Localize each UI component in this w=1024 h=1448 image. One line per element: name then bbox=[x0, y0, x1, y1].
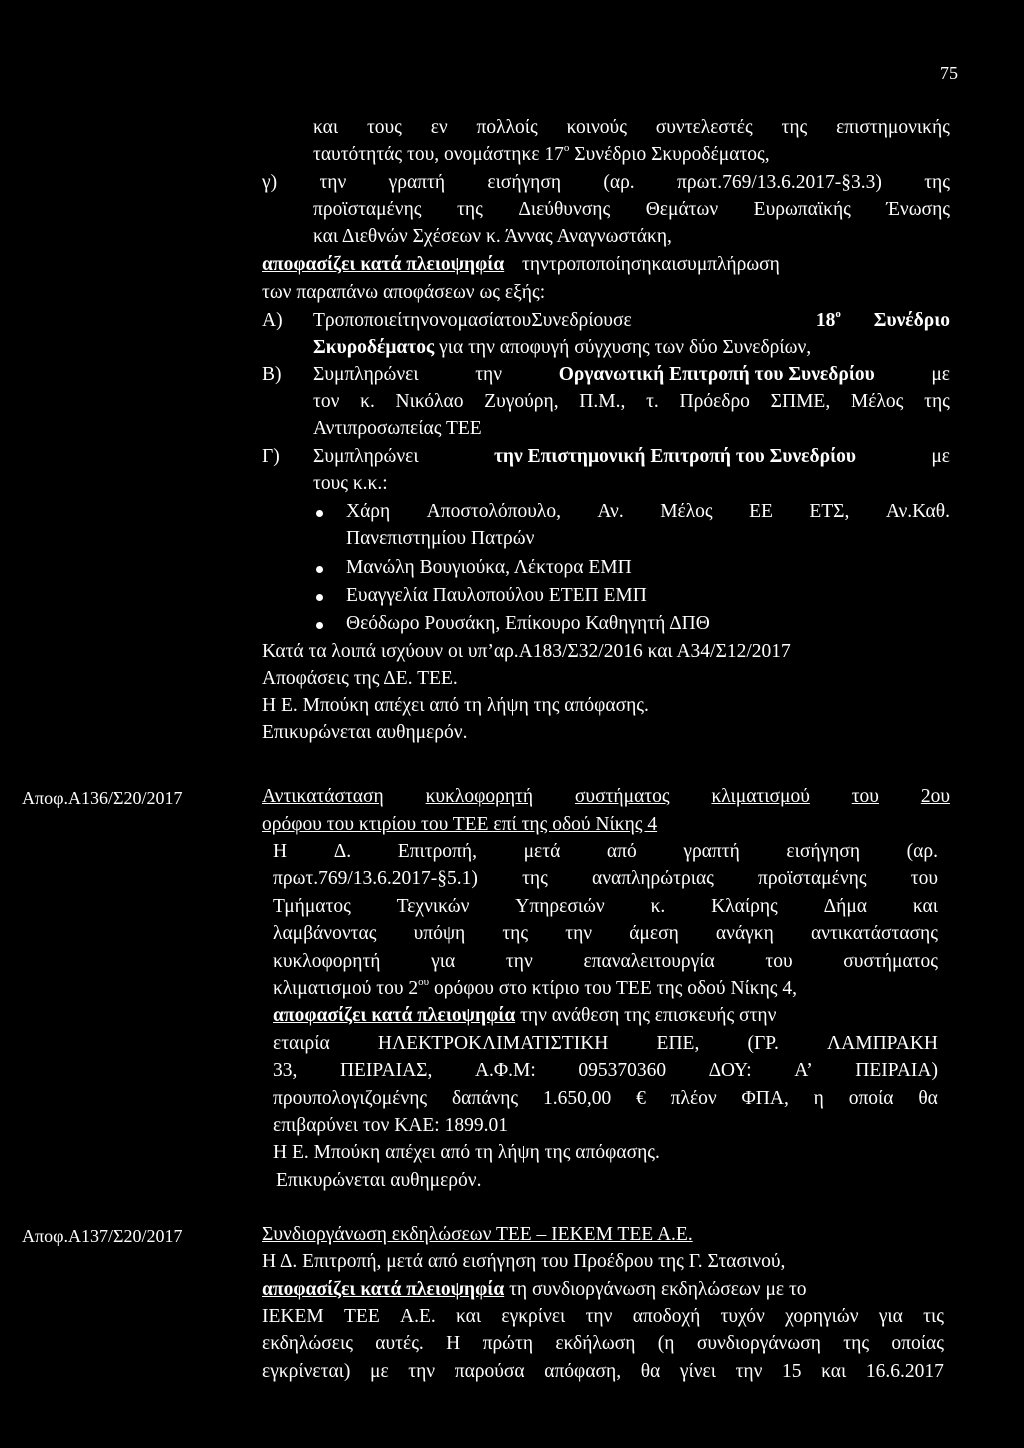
word: εταιρία bbox=[273, 1033, 330, 1054]
text-line bbox=[273, 869, 938, 889]
word: Υπηρεσιών bbox=[515, 896, 605, 917]
list-item: Ευαγγελία Παυλοπούλου ΕΤΕΠ ΕΜΠ bbox=[346, 585, 647, 606]
word: την bbox=[565, 923, 593, 944]
word: Α.Φ.Μ: bbox=[474, 1060, 536, 1081]
text-line: Επικυρώνεται αυθημερόν. bbox=[276, 1170, 482, 1191]
word: Θεμάτων bbox=[645, 199, 719, 220]
word: Η bbox=[273, 841, 288, 862]
word: εισήγηση bbox=[487, 172, 562, 193]
word: Αν. bbox=[597, 501, 624, 522]
item-label: Γ) bbox=[262, 446, 280, 467]
word: οποίας bbox=[891, 1333, 944, 1354]
word: της bbox=[843, 1333, 870, 1354]
text-line bbox=[313, 200, 950, 220]
word: 15 bbox=[782, 1361, 802, 1382]
word: ΔΟΥ: bbox=[708, 1060, 752, 1081]
word: Ευρωπαϊκής bbox=[753, 199, 851, 220]
text-line bbox=[273, 842, 938, 862]
word: προυπολογιζομένης bbox=[273, 1088, 428, 1109]
word: αντικατάστασης bbox=[810, 923, 938, 944]
word: την bbox=[735, 1361, 763, 1382]
text-line bbox=[273, 1061, 938, 1081]
decision-title: Συνδιοργάνωση εκδηλώσεων ΤΕΕ – ΙΕΚΕΜ ΤΕΕ Α.Ε. bbox=[262, 1224, 693, 1245]
word: και bbox=[651, 254, 677, 275]
word: από bbox=[606, 841, 637, 862]
text-line: και Διεθνών Σχέσεων κ. Άννας Αναγνωστάκη, bbox=[313, 226, 672, 247]
text-line bbox=[262, 1307, 944, 1327]
text-line: Επικυρώνεται αυθημερόν. bbox=[262, 722, 468, 743]
word: 33, bbox=[273, 1060, 298, 1081]
word: εν bbox=[430, 117, 448, 138]
word: Αντικατάσταση bbox=[262, 786, 384, 807]
word: του bbox=[504, 310, 532, 331]
word: της bbox=[457, 199, 483, 220]
word: πλέον bbox=[670, 1088, 717, 1109]
bullet-icon bbox=[316, 594, 323, 601]
word: ΠΕΙΡΑΙΑΣ, bbox=[339, 1060, 433, 1081]
word: Χάρη bbox=[346, 501, 391, 522]
word: προϊσταμένης bbox=[313, 199, 422, 220]
text-line bbox=[262, 1362, 944, 1382]
word: πρωτ.769/13.6.2017-§5.1) bbox=[273, 868, 478, 889]
word: γραπτή bbox=[683, 841, 740, 862]
word: χορηγιών bbox=[785, 1306, 859, 1327]
list-item: Μανώλη Βουγιούκα, Λέκτορα ΕΜΠ bbox=[346, 557, 632, 578]
word: 2ου bbox=[920, 786, 950, 807]
word: ΙΕΚΕΜ bbox=[262, 1306, 324, 1327]
bullet-icon bbox=[316, 622, 323, 629]
text-line: Η Δ. Επιτροπή, μετά από εισήγηση του Προέδρου της Γ. Στασινού, bbox=[262, 1251, 786, 1272]
text-line: ταυτότητάς του, ονομάστηκε $17^o$ Συνέδριο Σκυροδέματος, bbox=[313, 142, 770, 165]
word: την bbox=[522, 254, 549, 275]
word: (αρ. bbox=[603, 172, 635, 193]
text-line bbox=[273, 952, 938, 972]
word: συστήματος bbox=[843, 951, 938, 972]
word: τους bbox=[366, 117, 402, 138]
word: της bbox=[781, 117, 808, 138]
word: θα bbox=[640, 1361, 661, 1382]
word: άμεση bbox=[629, 923, 679, 944]
text-line: αποφασίζει κατά πλειοψηφία τη συνδιοργάνωση εκδηλώσεων με το bbox=[262, 1279, 807, 1300]
text-line: Κατά τα λοιπά ισχύουν οι υπ’αρ.Α183/Σ32/2016 και Α34/Σ12/2017 bbox=[262, 641, 791, 662]
word: ΤΕΕ bbox=[344, 1306, 380, 1327]
word: και bbox=[912, 896, 938, 917]
word: τυχόν bbox=[720, 1306, 765, 1327]
word: ΦΠΑ, bbox=[741, 1088, 789, 1109]
word: την bbox=[408, 1361, 436, 1382]
text-line: κλιματισμού του $2^{o\upsilon}$ ορόφου στο κτίριο του ΤΕΕ της οδού Νίκης 4, bbox=[273, 976, 798, 999]
word: λαμβάνοντας bbox=[273, 923, 377, 944]
word: της bbox=[924, 172, 950, 193]
word: κ. bbox=[360, 391, 375, 412]
decision-title bbox=[262, 787, 950, 807]
word: Ζυγούρη, bbox=[484, 391, 559, 412]
word: Ένωσης bbox=[886, 199, 950, 220]
word: Η bbox=[446, 1333, 461, 1354]
text-line: Η Ε. Μπούκη απέχει από τη λήψη της απόφασης. bbox=[273, 1142, 660, 1163]
decision-code: Αποφ.Α136/Σ20/2017 bbox=[22, 788, 183, 808]
word: της bbox=[924, 391, 950, 412]
word: Αν.Καθ. bbox=[885, 501, 950, 522]
word: θα bbox=[918, 1088, 938, 1109]
text-line: Η Ε. Μπούκη απέχει από τη λήψη της απόφασης. bbox=[262, 695, 649, 716]
word: Α’ bbox=[794, 1060, 813, 1081]
word: την bbox=[585, 1306, 613, 1327]
word: Επιτροπή, bbox=[397, 841, 477, 862]
text-line bbox=[262, 255, 950, 275]
word: Κλαίρης bbox=[711, 896, 778, 917]
page-number: 75 bbox=[940, 63, 958, 83]
word: την bbox=[319, 172, 347, 193]
word: αυτές. bbox=[375, 1333, 424, 1354]
word: γίνει bbox=[679, 1361, 716, 1382]
word: συντελεστές bbox=[655, 117, 753, 138]
word: Α.Ε. bbox=[400, 1306, 436, 1327]
text-line: Αποφάσεις της ΔΕ. ΤΕΕ. bbox=[262, 668, 458, 689]
text-line bbox=[262, 173, 950, 193]
word: (ΓΡ. bbox=[747, 1033, 779, 1054]
word: ΕΕ bbox=[749, 501, 773, 522]
decision-verb: αποφασίζει κατά πλειοψηφία bbox=[262, 254, 505, 275]
text-line: ΤροποποιείτηνονομασίατουΣυνεδρίουσε $18^o$ Συνέδριο bbox=[313, 308, 950, 331]
text-line: Σκυροδέματος για την αποφυγή σύγχυσης των δύο Συνεδρίων, bbox=[313, 337, 812, 358]
word: δαπάνης bbox=[451, 1088, 519, 1109]
word: για bbox=[431, 951, 456, 972]
word: γραπτή bbox=[388, 172, 446, 193]
text-line bbox=[273, 1034, 938, 1054]
word: ΕΠΕ, bbox=[656, 1033, 700, 1054]
word: τροποποίηση bbox=[548, 254, 652, 275]
word: κυκλοφορητή bbox=[273, 951, 381, 972]
decision-verb: αποφασίζει κατά πλειοψηφία bbox=[262, 1279, 505, 1300]
word: εκδήλωση bbox=[555, 1333, 636, 1354]
word: μετά bbox=[523, 841, 561, 862]
word: Τεχνικών bbox=[396, 896, 470, 917]
word: πολλοίς bbox=[476, 117, 538, 138]
word: τον bbox=[313, 391, 340, 412]
word: πρωτ.769/13.6.2017-§3.3) bbox=[677, 172, 882, 193]
word: πρώτη bbox=[482, 1333, 534, 1354]
word: Δ. bbox=[333, 841, 352, 862]
word: εισήγηση bbox=[786, 841, 861, 862]
text-line: Συμπληρώνει την Επιστημονική Επιτροπή του Συνεδρίου με bbox=[313, 446, 950, 467]
list-item: Θεόδωρο Ρουσάκη, Επίκουρο Καθηγητή ΔΠΘ bbox=[346, 613, 710, 634]
word: της bbox=[502, 923, 529, 944]
word: (αρ. bbox=[906, 841, 938, 862]
text-line bbox=[313, 392, 950, 412]
word: € bbox=[636, 1088, 646, 1109]
word: με bbox=[370, 1361, 389, 1382]
word: 095370360 bbox=[578, 1060, 667, 1081]
word: τ. bbox=[646, 391, 659, 412]
text-line bbox=[262, 1334, 944, 1354]
word: Μέλος bbox=[660, 501, 713, 522]
word: της bbox=[522, 868, 548, 889]
word: κυκλοφορητή bbox=[425, 786, 534, 807]
word: ΗΛΕΚΤΡΟΚΛΙΜΑΤΙΣΤΙΚΗ bbox=[377, 1033, 609, 1054]
word: του bbox=[765, 951, 793, 972]
word: (η bbox=[657, 1333, 675, 1354]
word: συμπλήρωση bbox=[676, 254, 780, 275]
word: υπόψη bbox=[413, 923, 466, 944]
word: επιστημονικής bbox=[836, 117, 950, 138]
word: και bbox=[313, 117, 339, 138]
word: ΛΑΜΠΡΑΚΗ bbox=[827, 1033, 938, 1054]
word: εγκρίνεται) bbox=[262, 1361, 351, 1382]
text-line: αποφασίζει κατά πλειοψηφία την ανάθεση της επισκευής στην bbox=[273, 1005, 777, 1026]
word: σε bbox=[612, 310, 632, 331]
word: την bbox=[402, 310, 430, 331]
word: του bbox=[851, 786, 879, 807]
bullet-icon bbox=[316, 566, 323, 573]
word: προϊσταμένης bbox=[758, 868, 867, 889]
word: την bbox=[505, 951, 533, 972]
word: 1.650,00 bbox=[542, 1088, 612, 1109]
word: τις bbox=[923, 1306, 944, 1327]
word: απόφαση, bbox=[544, 1361, 622, 1382]
word: παρούσα bbox=[454, 1361, 525, 1382]
word: γ) bbox=[262, 172, 278, 193]
word: η bbox=[813, 1088, 824, 1109]
word: ΕΤΣ, bbox=[809, 501, 850, 522]
list-item bbox=[346, 502, 950, 522]
text-line: επιβαρύνει τον ΚΑΕ: 1899.01 bbox=[273, 1115, 508, 1136]
word: αποδοχή bbox=[632, 1306, 701, 1327]
word: και bbox=[456, 1306, 482, 1327]
decision-code: Αποφ.Α137/Σ20/2017 bbox=[22, 1226, 183, 1246]
bullet-icon bbox=[316, 510, 323, 517]
word: 16.6.2017 bbox=[865, 1361, 944, 1382]
text-line: Συμπληρώνει την Οργανωτική Επιτροπή του Συνεδρίου με bbox=[313, 364, 950, 385]
word: συνδιοργάνωση bbox=[696, 1333, 821, 1354]
word: Συνεδρίου bbox=[531, 310, 613, 331]
decision-verb: αποφασίζει κατά πλειοψηφία bbox=[273, 1005, 516, 1026]
word: κοινούς bbox=[566, 117, 627, 138]
text-line: τους κ.κ.: bbox=[313, 473, 388, 494]
word: του bbox=[910, 868, 938, 889]
text-line bbox=[273, 1089, 938, 1109]
item-label: Α) bbox=[262, 310, 283, 331]
word: Μέλος bbox=[850, 391, 904, 412]
word: Τροποποιεί bbox=[313, 310, 403, 331]
item-label: Β) bbox=[262, 364, 282, 385]
word: ΠΕΙΡΑΙΑ) bbox=[855, 1060, 938, 1081]
word: Πρόεδρο bbox=[679, 391, 750, 412]
word: Αποστολόπουλο, bbox=[426, 501, 561, 522]
word: ΣΠΜΕ, bbox=[770, 391, 831, 412]
word: Π.Μ., bbox=[579, 391, 626, 412]
word: συστήματος bbox=[574, 786, 670, 807]
word: οποία bbox=[848, 1088, 894, 1109]
word: ονομασία bbox=[429, 310, 505, 331]
text-line: των παραπάνω αποφάσεων ως εξής: bbox=[262, 282, 546, 303]
text-line bbox=[313, 118, 950, 138]
text-line bbox=[273, 924, 938, 944]
word: εκδηλώσεις bbox=[262, 1333, 353, 1354]
word: και bbox=[821, 1361, 847, 1382]
word: Νικόλαο bbox=[395, 391, 464, 412]
word: επαναλειτουργία bbox=[583, 951, 715, 972]
word: κ. bbox=[650, 896, 666, 917]
word: ανάγκη bbox=[715, 923, 774, 944]
word: για bbox=[878, 1306, 903, 1327]
word: αναπληρώτριας bbox=[591, 868, 714, 889]
word: Διεύθυνσης bbox=[518, 199, 611, 220]
text-line bbox=[273, 897, 938, 917]
decision-title: ορόφου του κτιρίου του ΤΕΕ επί της οδού Νίκης 4 bbox=[262, 814, 658, 835]
list-item-cont: Πανεπιστημίου Πατρών bbox=[346, 528, 535, 549]
word: Τμήματος bbox=[273, 896, 351, 917]
text-line: Αντιπροσωπείας ΤΕΕ bbox=[313, 418, 482, 439]
word: Δήμα bbox=[823, 896, 868, 917]
word: εγκρίνει bbox=[501, 1306, 566, 1327]
word: κλιματισμού bbox=[711, 786, 810, 807]
